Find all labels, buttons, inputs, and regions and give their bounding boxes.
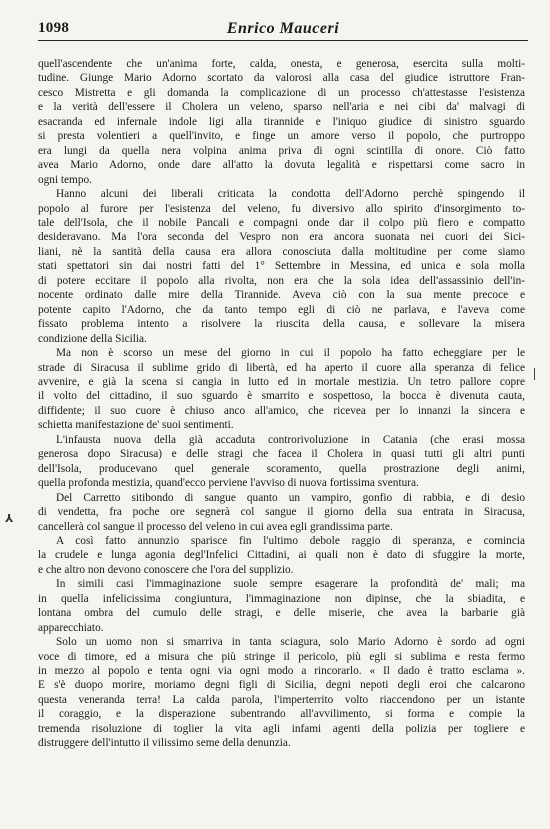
text-line: popolo al furore per l'esistenza del veleno, fu diversivo allo spirito d'insorgimento to-: [38, 202, 525, 215]
text-line: cesco Mistretta e gli domanda la complicazione di un processo ch'attestasse l'esistenza: [38, 86, 525, 99]
text-line: tudine. Giunge Mario Adorno scortato da valorosi alla casa del giudice istruttore Fran-: [38, 72, 525, 85]
text-line: Ma non è scorso un mese del giorno in cui il popolo ha fatto echeggiare per le: [56, 347, 525, 360]
text-line: liani, nè la santità della causa era allora conosciuta dalla moltitudine per come siamo: [38, 245, 525, 258]
text-line: Hanno alcuni dei liberali criticata la condotta dell'Adorno perchè spingendo il: [56, 188, 525, 201]
text-line: e la verità dell'essere il Cholera un veleno, sparso nell'aria e nei cibi da' malvagi di: [38, 101, 525, 114]
text-line: schietta manifestazione de' suoi sentimenti.: [38, 419, 234, 432]
margin-tick: [534, 368, 535, 380]
text-line: la crudele e lunga agonia degl'Infelici Cittadini, ai quali non è dato di sfuggire la morte,: [38, 549, 525, 562]
text-line: il volto del cittadino, il suo sguardo è smarrito e sospettoso, la bocca è divenuta cauta,: [38, 390, 525, 403]
text-line: distruggere dell'intutto il vilissimo seme della denunzia.: [38, 737, 291, 750]
text-line: quella profonda mestizia, quand'ecco perviene l'avviso di nuova fortissima sventura.: [38, 477, 419, 490]
text-line: potente capito l'Adorno, che da tanto tempo egli di ciò ne parlava, e l'aveva come: [38, 303, 525, 316]
text-line: di potere eccitare il popolo alla rivolta, non era che la sola idea dell'assassinio dell'in-: [38, 274, 525, 287]
text-line: ogni tempo.: [38, 173, 92, 186]
text-line: era lungi da quella nera volpina anima priva di ogni scintilla di onore. Ciò fatto: [38, 144, 525, 157]
paragraph: [38, 491, 525, 534]
text-line: tremenda risoluzione di toglier la vita agli infami agenti della polizia per togliere e: [38, 722, 525, 735]
text-line: strade di Siracusa il sublime grido di libertà, ed ha aperto il cuore alla speranza di felice: [38, 361, 525, 374]
paragraph: [38, 346, 525, 433]
paragraph: [38, 577, 525, 635]
text-line: dell'Isola, producevano quel generale scoramento, quella prostrazione degli animi,: [38, 462, 525, 475]
text-line: Del Carretto sitibondo di sangue quanto un vampiro, gonfio di rabbia, e di desio: [56, 491, 525, 504]
text-line: tale dell'Isola, che il nobile Pancali e compagni onde dar il colpo più fiero e compatto: [38, 216, 525, 229]
text-line: A così fatto annunzio sparisce fin l'ultimo debole raggio di speranza, e comincia: [56, 534, 525, 547]
page-header: [38, 20, 528, 41]
paragraph: [38, 635, 525, 751]
margin-mark: ⅄: [5, 513, 14, 525]
text-line: stati spettatori sin dai nostri fatti del 1° Settembre in Messina, ed unica e sola molla: [38, 260, 525, 273]
text-line: desideravano. Ma l'ora seconda del Vespro non era ancora suonata nei cuori dei Sici-: [38, 231, 525, 244]
text-line: si presta volentieri a quell'invito, e finge un amore verso il popolo, che purtroppo: [38, 130, 525, 143]
text-line: quell'ascendente che un'anima forte, calda, onesta, e generosa, esercita sulla molti-: [38, 58, 525, 70]
text-line: avvenire, e già la scena si cangia in lutto ed in mortale mestizia. Un tetro pallore copre: [38, 375, 525, 388]
text-line: nocente ordinato dalle mire della Tirannide. Aveva ciò con la sua mente precoce e: [38, 289, 525, 302]
paragraph: [38, 433, 525, 491]
paragraph: [38, 187, 525, 346]
text-line: il coraggio, e la disperazione subentrando all'avvilimento, si forma e compie la: [38, 708, 525, 721]
text-line: voce di timore, ed a misura che più stringe il pericolo, più egli si sublima e resta fermo: [38, 650, 525, 663]
text-line: cancellerà col sangue il processo del veleno in cui avea egli grandissima parte.: [38, 520, 393, 533]
text-line: In simili casi l'immaginazione suole sempre esagerare la profondità de' mali; ma: [56, 578, 525, 591]
text-line: Solo un uomo non si smarriva in tanta sciagura, solo Mario Adorno è sordo ad ogni: [56, 636, 525, 649]
text-line: e che altro non devono conoscere che l'ora del supplizio.: [38, 563, 294, 576]
page-number: 1098: [38, 20, 70, 36]
text-line: diffidente; il suo cuore è chiuso anco all'amico, che riceveа per lo innanzi la sincera e: [38, 404, 525, 417]
text-line: lontana ombra del cumulo delle stragi, e delle miserie, che avea la barbarie già: [38, 607, 525, 620]
text-line: avea Mario Adorno, onde dare all'atto la dovuta legalità e rispettarsi come sacro in: [38, 159, 525, 172]
text-line: L'infausta nuova della già accaduta controrivoluzione in Catania (che erasi mossa: [56, 433, 525, 446]
text-line: fissato problema intento a risolvere la riuscita della causa, e sollevare la misera: [38, 318, 525, 331]
body-text: [38, 57, 525, 751]
text-line: in quella infelicissima congiuntura, l'immaginazione non dipinse, che la sbiadita, e: [38, 592, 525, 605]
text-line: in mezzo al popolo e tenta ogni via ogni modo a rincorarlo. « Il dado è tratto esclama ».: [38, 665, 525, 678]
text-line: E s'è duopo morire, moriamo degni figli di Sicilia, degni nepoti degli eroi che calcarono: [38, 679, 525, 692]
paragraph: [38, 57, 525, 187]
text-line: condizione della Sicilia.: [38, 332, 147, 345]
paragraph: [38, 534, 525, 577]
text-line: apparecchiato.: [38, 621, 104, 634]
text-line: generosa dopo Siracusa) e delle stragi che facea il Cholera in quasi tutti gli altri punti: [38, 448, 525, 461]
text-line: questa veneranda terra! La calda parola, l'imperterrito volto riaccendono per un istante: [38, 693, 525, 706]
text-line: esacranda ed infernale indole ligi alla tirannide e l'iniquo giudice di sinistro sguardo: [38, 115, 525, 128]
running-title: Enrico Mauceri: [226, 20, 340, 37]
text-line: di vendetta, fra poche ore segnerà col sangue il giorno della sua entrata in Siracusa,: [38, 506, 525, 519]
